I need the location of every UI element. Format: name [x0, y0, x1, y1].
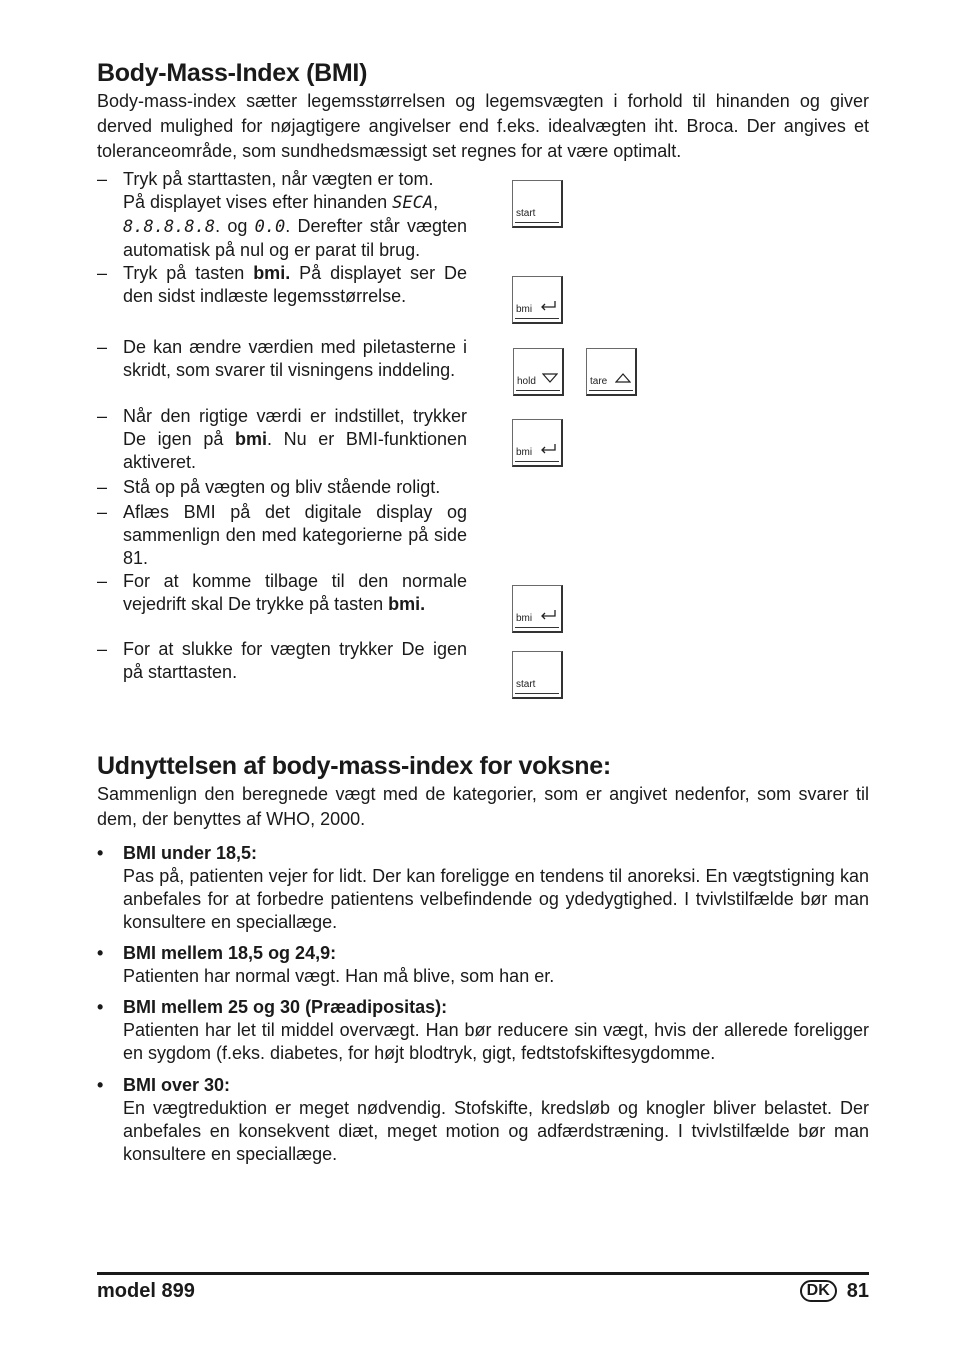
key-baseline: [516, 390, 560, 392]
bullet-dot: •: [97, 843, 104, 863]
enter-arrow-icon: [539, 298, 557, 316]
step-text: Stå op på vægten og bliv stående roligt.: [123, 477, 441, 497]
lcd-segments: 8.8.8.8.8: [123, 217, 216, 237]
footer-model: model 899: [97, 1280, 195, 1302]
bullet-dot: •: [97, 1075, 104, 1095]
step-text: For at slukke for vægten trykker De igen på starttasten.: [123, 639, 467, 682]
section-title-adults: Udnyttelsen af body-mass-index for voksne:: [97, 752, 611, 780]
step-text: Når den rigtige værdi er indstillet, trykker De igen på bmi. Nu er BMI-funktionen aktiveret.: [123, 406, 467, 472]
step-dash: –: [97, 263, 108, 283]
bullet-dot: •: [97, 997, 104, 1017]
step-dash: –: [97, 406, 108, 426]
step-dash: –: [97, 571, 108, 591]
step-text: De kan ændre værdien med piletasterne i skridt, som svarer til visningens inddeling.: [123, 337, 467, 380]
category-text: Patienten har let til middel overvægt. Han bør reducere sin vægt, hvis der allerede foreligger en sygdom (f.eks. diabetes, for højt blodtryk, gigt, fedtstofskiftesygdomme.: [123, 1020, 869, 1063]
bmi-key-label: bmi: [516, 304, 533, 315]
bmi-key-illustration: [512, 419, 563, 467]
enter-arrow-icon: [539, 441, 557, 459]
category-title: BMI mellem 18,5 og 24,9:: [123, 943, 337, 963]
lcd-zero: 0.0: [254, 217, 286, 237]
country-badge: DK: [800, 1280, 837, 1302]
page-number: 81: [846, 1280, 869, 1302]
bmi-key-label: bmi: [516, 447, 533, 458]
step-dash: –: [97, 502, 108, 522]
key-baseline: [515, 627, 559, 629]
bmi-key-illustration: [512, 585, 563, 633]
adults-intro-paragraph: Sammenlign den beregnede vægt med de kategorier, som er angivet nedenfor, som svarer til dem, der benyttes af WHO, 2000.: [97, 784, 869, 829]
tare-key-illustration: [586, 348, 637, 396]
tare-key-label: tare: [590, 376, 608, 387]
bmi-key-label: bmi: [516, 613, 533, 624]
key-baseline: [515, 222, 559, 224]
footer-divider: [97, 1272, 869, 1275]
step-dash: –: [97, 477, 108, 497]
step-dash: –: [97, 169, 108, 189]
key-baseline: [515, 461, 559, 463]
lcd-seca: SECA: [392, 193, 434, 213]
start-key-label: start: [516, 679, 536, 690]
section-title-bmi: Body-Mass-Index (BMI): [97, 59, 368, 87]
step-text: Tryk på tasten bmi. På displayet ser De den sidst indlæste legemsstørrelse.: [123, 263, 468, 306]
category-title: BMI mellem 25 og 30 (Præadipositas):: [123, 997, 448, 1017]
hold-key-label: hold: [517, 376, 536, 387]
step-dash: –: [97, 639, 108, 659]
hold-key-illustration: [513, 348, 564, 396]
bmi-intro-paragraph: Body-mass-index sætter legemsstørrelsen og legemsvægten i forhold til hinanden og giver derved mulighed for nøjagtigere angivelser end f.eks. idealvægten iht. Broca. Der angives et toleranceområde, som sundhedsmæssigt set regnes for at være optimalt.: [97, 91, 869, 161]
category-text: En vægtreduktion er meget nødvendig. Stofskifte, kredsløb og knogler bliver belastet. Der anbefales en konsekvent diæt, meget motion og adfærdstræning. I tvivlstilfælde bør man konsultere en speciallæge.: [123, 1098, 869, 1164]
start-key-label: start: [516, 208, 536, 219]
triangle-down-icon: [542, 370, 558, 388]
category-title: BMI over 30:: [123, 1075, 231, 1095]
key-baseline: [515, 318, 559, 320]
step-text: Aflæs BMI på det digitale display og sammenlign den med kategorierne på side 81.: [123, 502, 467, 568]
key-baseline: [589, 390, 633, 392]
start-key-illustration: [512, 651, 563, 699]
category-text: Patienten har normal vægt. Han må blive, som han er.: [123, 966, 555, 986]
footer-page-info: [800, 1279, 869, 1303]
category-title: BMI under 18,5:: [123, 843, 258, 863]
enter-arrow-icon: [539, 607, 557, 625]
triangle-up-icon: [615, 370, 631, 388]
bmi-key-illustration: [512, 276, 563, 324]
start-key-illustration: [512, 180, 563, 228]
step-text: Tryk på starttasten, når vægten er tom. På displayet vises efter hinanden SECA, 8.8.8.8.8. og 0.0. Derefter står vægten automatisk på nul og er parat til brug.: [123, 169, 467, 260]
key-baseline: [515, 693, 559, 695]
bullet-dot: •: [97, 943, 104, 963]
step-text: For at komme tilbage til den normale vejedrift skal De trykke på tasten bmi.: [123, 571, 467, 614]
step-dash: –: [97, 337, 108, 357]
category-text: Pas på, patienten vejer for lidt. Der kan foreligge en tendens til anoreksi. En vægtstigning kan anbefales for at forbedre patientens velbefindende og ydedygtighed. I tvivlstilfælde bør man konsultere en speciallæge.: [123, 866, 869, 932]
